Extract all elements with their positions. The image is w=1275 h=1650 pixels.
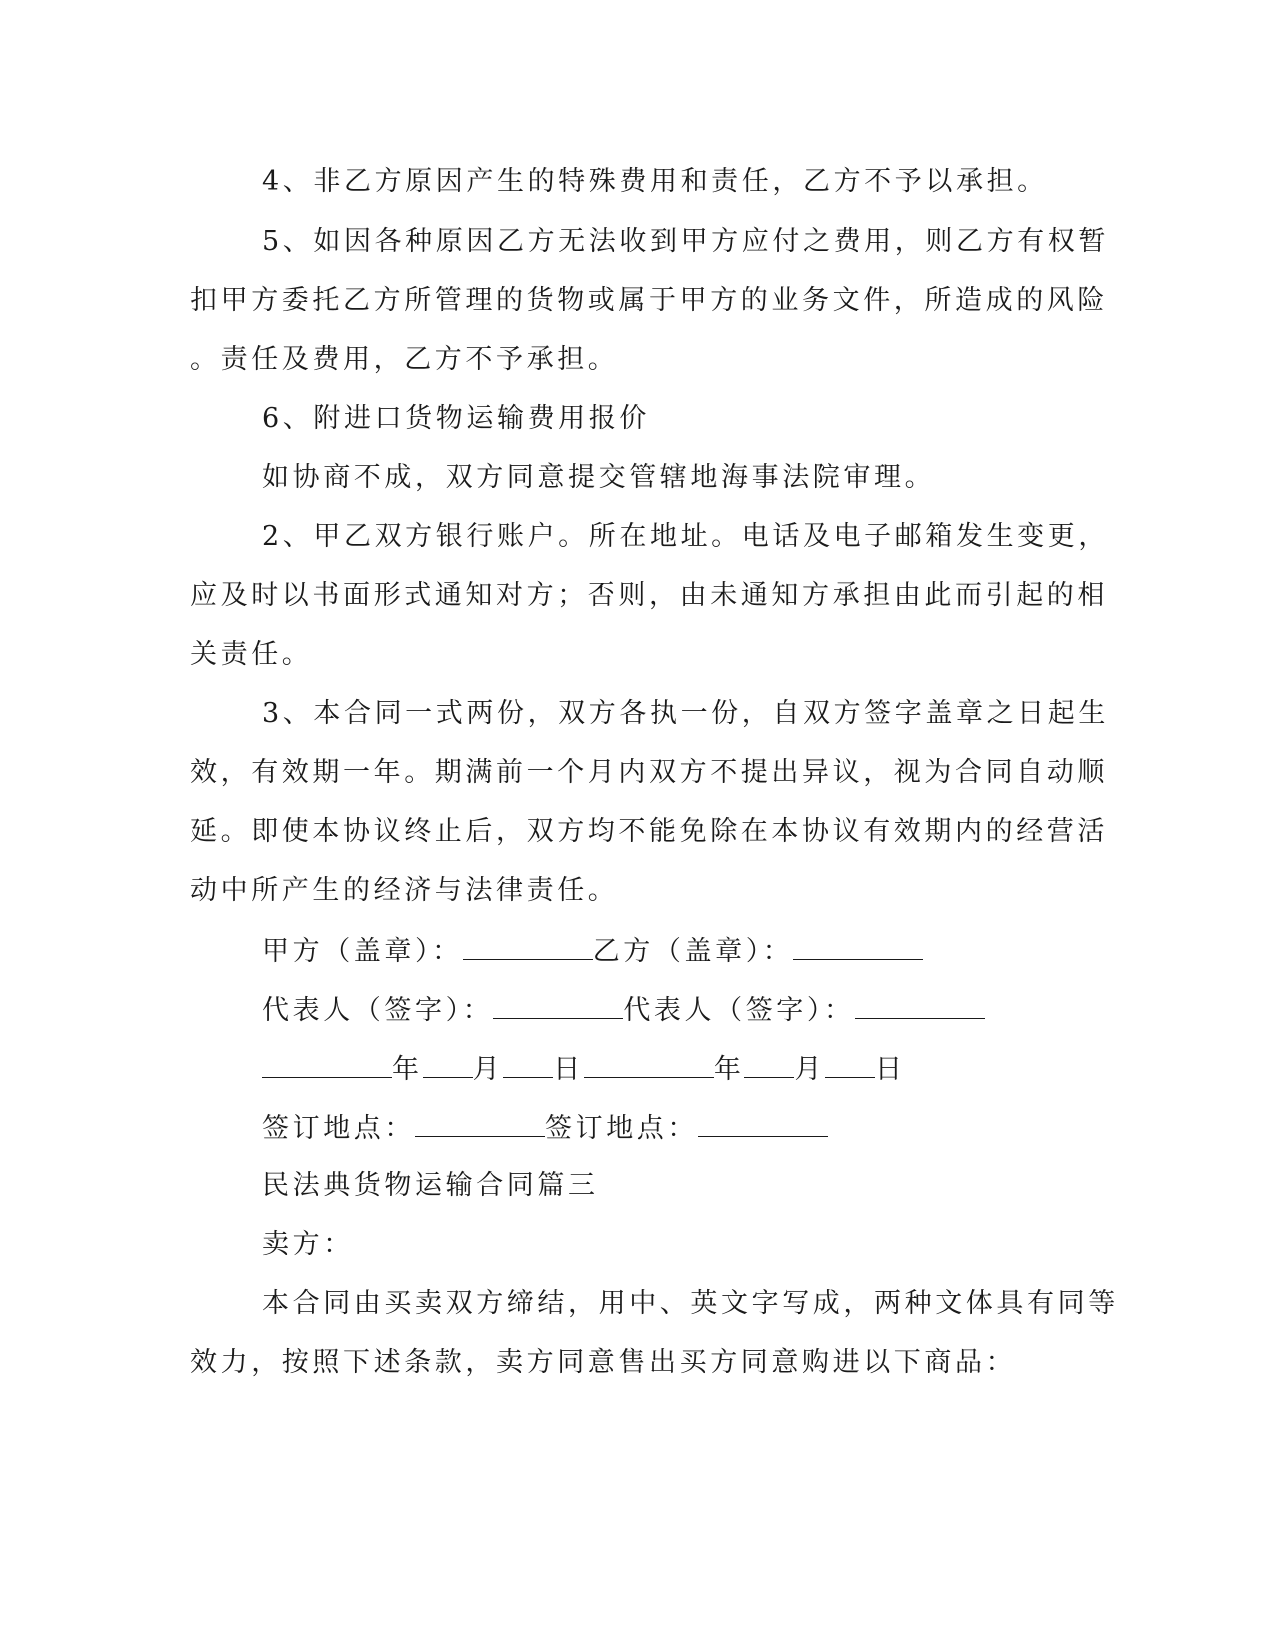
closing-line-1: 本合同由买卖双方缔结，用中、英文字写成，两种文体具有同等 [262,1288,1119,1319]
day-b-label: 日 [875,1054,906,1085]
closing-line-2: 效力，按照下述条款，卖方同意售出买方同意购进以下商品： [190,1347,1017,1378]
month-b-label: 月 [794,1054,826,1085]
clause-3-line-4: 动中所产生的经济与法律责任。 [190,875,619,906]
clause-3-line-1: 3、本合同一式两份，双方各执一份，自双方签字盖章之日起生 [262,698,1109,729]
month-a-blank[interactable] [423,1051,473,1078]
dispute-clause: 如协商不成，双方同意提交管辖地海事法院审理。 [262,462,936,493]
clause-3-line-2: 效，有效期一年。期满前一个月内双方不提出异议，视为合同自动顺 [190,757,1108,788]
clause-2-line-3: 关责任。 [190,639,313,670]
year-a-blank[interactable] [262,1051,392,1078]
year-a-label: 年 [392,1054,423,1085]
clause-4: 4、非乙方原因产生的特殊费用和责任，乙方不予以承担。 [262,166,1048,197]
place-a-label: 签订地点： [262,1113,415,1144]
party-a-seal-blank[interactable] [463,933,593,960]
place-row [262,1110,828,1146]
month-b-blank[interactable] [744,1051,794,1078]
month-a-label: 月 [472,1054,504,1085]
rep-a-blank[interactable] [493,992,623,1019]
day-a-label: 日 [553,1054,584,1085]
clause-5-line-2: 扣甲方委托乙方所管理的货物或属于甲方的业务文件，所造成的风险 [190,285,1108,316]
clause-6: 6、附进口货物运输费用报价 [262,403,650,434]
day-b-blank[interactable] [825,1051,875,1078]
representative-row [262,992,985,1028]
place-b-label: 签订地点： [545,1113,698,1144]
clause-5-line-3: 。责任及费用，乙方不予承担。 [190,344,619,375]
section-title: 民法典货物运输合同篇三 [262,1170,599,1201]
party-b-seal-blank[interactable] [793,933,923,960]
rep-b-blank[interactable] [855,992,985,1019]
seal-row [262,933,923,969]
year-b-label: 年 [713,1054,745,1085]
clause-2-line-2: 应及时以书面形式通知对方；否则，由未通知方承担由此而引起的相 [190,580,1108,611]
party-a-seal-label: 甲方（盖章）： [262,936,463,967]
date-row [262,1051,906,1087]
clause-2-line-1: 2、甲乙双方银行账户。所在地址。电话及电子邮箱发生变更， [262,521,1109,552]
party-b-seal-label: 乙方（盖章）： [592,936,794,967]
year-b-blank[interactable] [584,1051,714,1078]
clause-5-line-1: 5、如因各种原因乙方无法收到甲方应付之费用，则乙方有权暂 [262,226,1109,257]
clause-3-line-3: 延。即使本协议终止后，双方均不能免除在本协议有效期内的经营活 [190,816,1108,847]
place-b-blank[interactable] [698,1110,828,1137]
place-a-blank[interactable] [415,1110,545,1137]
rep-b-label: 代表人（签字）： [623,995,855,1026]
seller-label: 卖方： [262,1229,354,1260]
day-a-blank[interactable] [503,1051,553,1078]
rep-a-label: 代表人（签字）： [262,995,494,1026]
